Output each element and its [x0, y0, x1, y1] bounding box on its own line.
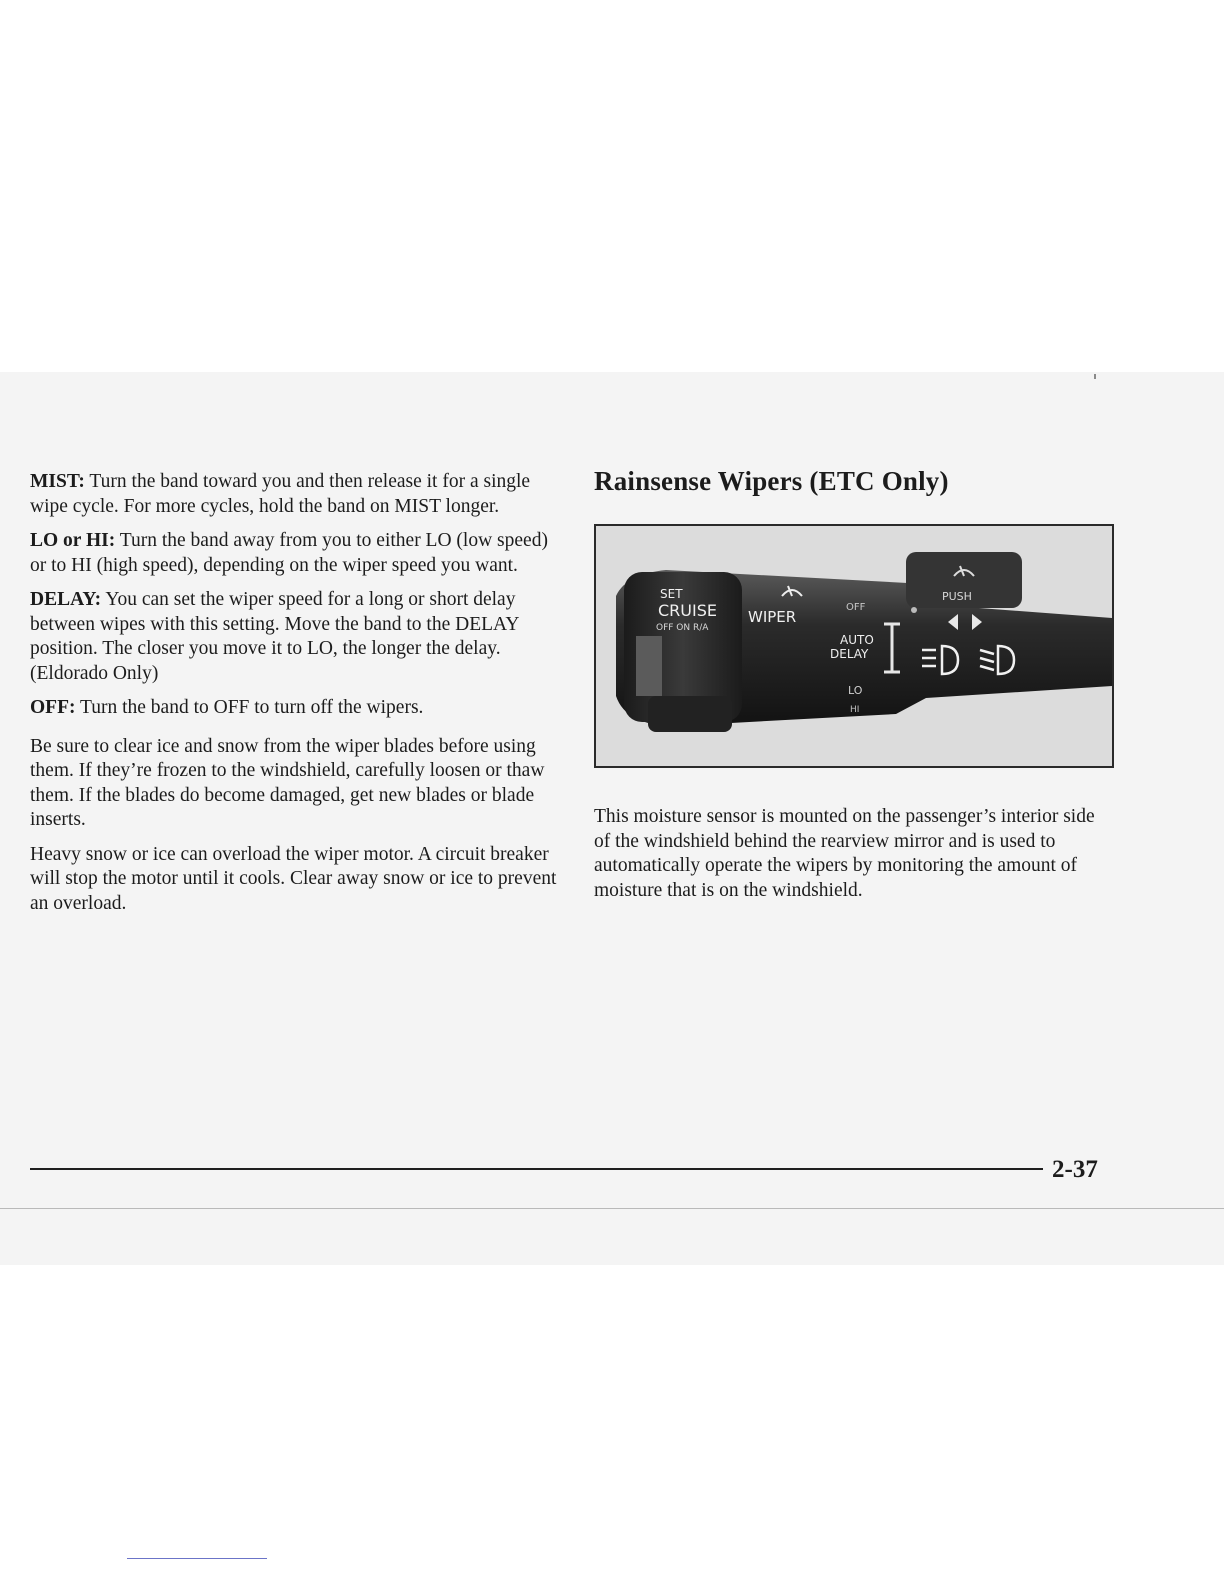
label-set: SET	[660, 587, 683, 601]
paragraph-clear-ice: Be sure to clear ice and snow from the wiper blades before using them. If they’re frozen to the windshield, carefully loosen or thaw them. If the blades do become damaged, get new blades or blade inserts.	[30, 735, 545, 830]
paragraph-lo-hi	[30, 529, 560, 578]
scan-edge-line	[0, 1208, 1224, 1209]
cruise-switch	[648, 696, 732, 732]
label-push: PUSH	[942, 590, 972, 603]
label-wiper: WIPER	[748, 608, 797, 626]
term-mist: MIST:	[30, 471, 85, 492]
footer-rule	[30, 1168, 1043, 1170]
term-off: OFF:	[30, 697, 76, 718]
bottom-underline	[127, 1558, 267, 1559]
scan-mark	[1094, 374, 1096, 379]
text-off: Turn the band to OFF to turn off the wipers.	[75, 697, 424, 718]
paragraph-off	[30, 696, 560, 721]
label-off: OFF	[846, 602, 866, 613]
label-auto: AUTO	[840, 633, 874, 647]
wiper-stalk-photo	[594, 524, 1114, 768]
label-cruise-positions: OFF ON R/A	[656, 623, 709, 633]
page-number: 2-37	[1052, 1156, 1098, 1183]
paragraph-heavy-snow: Heavy snow or ice can overload the wiper motor. A circuit breaker will stop the motor until it cools. Clear away snow or ice to prevent an overload.	[30, 843, 557, 914]
text-mist: Turn the band toward you and then release it for a single wipe cycle. For more cycles, hold the band on MIST longer.	[30, 471, 531, 517]
label-hi: HI	[850, 705, 860, 715]
wiper-stalk-illustration	[596, 526, 1112, 766]
term-delay: DELAY:	[30, 589, 102, 610]
paragraph-delay	[30, 588, 560, 686]
label-lo: LO	[848, 684, 863, 697]
cruise-slider	[636, 636, 662, 696]
text-delay: You can set the wiper speed for a long or short delay between wipes with this setting. Move the band to the DELAY position. The closer you move it to LO, the longer the delay. (Eldorado Only)	[30, 589, 519, 684]
paragraph-mist	[30, 470, 560, 519]
section-heading: Rainsense Wipers (ETC Only)	[594, 466, 949, 496]
label-cruise: CRUISE	[658, 601, 717, 620]
paragraph-moisture-sensor: This moisture sensor is mounted on the passenger’s interior side of the windshield behind the rearview mirror and is used to automatically operate the wipers by monitoring the amount of moisture that is on the windshield.	[594, 806, 1095, 901]
label-delay: DELAY	[830, 647, 869, 661]
text-lo-hi: Turn the band away from you to either LO (low speed) or to HI (high speed), depending on the wiper speed you want.	[30, 530, 548, 576]
right-column	[594, 805, 1114, 903]
left-column	[30, 470, 560, 926]
indicator-dot	[911, 607, 917, 613]
term-lo-hi: LO or HI:	[30, 530, 116, 551]
